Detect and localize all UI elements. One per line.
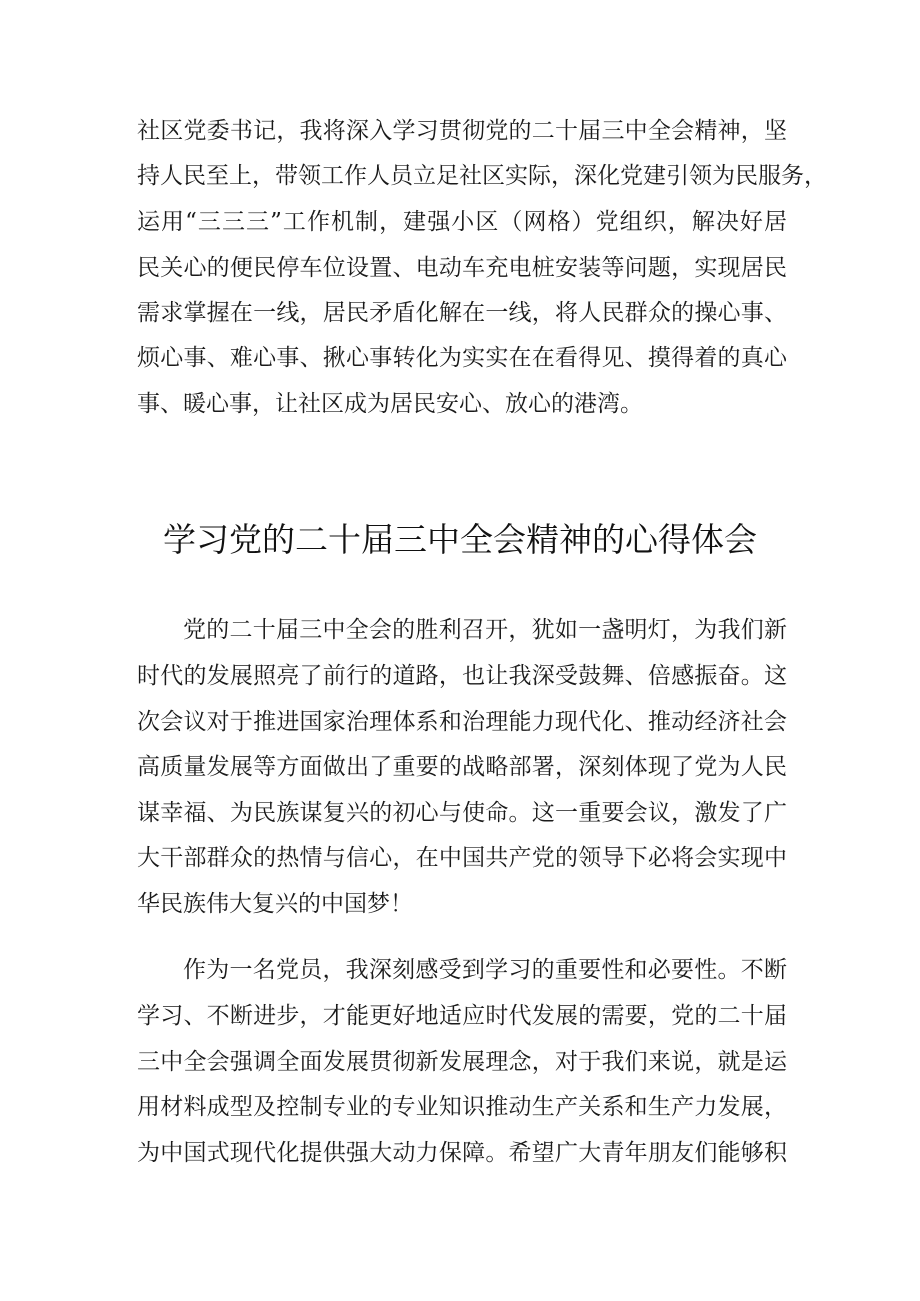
intro-line-2: 持人民至上，带领工作人员立足社区实际，深化党建引领为民服务，: [137, 163, 827, 189]
p2-line-1: 作为一名党员，我深刻感受到学习的重要性和必要性。不断: [183, 957, 787, 983]
intro-line-6: 烦心事、难心事、揪心事转化为实实在在看得见、摸得着的真心: [137, 345, 787, 371]
intro-line-3: 运用“三三三”工作机制，建强小区（网格）党组织，解决好居: [137, 209, 787, 235]
p2-line-4: 用材料成型及控制专业的专业知识推动生产关系和生产力发展，: [137, 1094, 787, 1120]
p1-line-5: 谋幸福、为民族谋复兴的初心与使命。这一重要会议，激发了广: [137, 800, 787, 826]
p2-line-3: 三中全会强调全面发展贯彻新发展理念，对于我们来说，就是运: [137, 1049, 787, 1075]
p1-line-6: 大干部群众的热情与信心，在中国共产党的领导下必将会实现中: [137, 845, 787, 871]
intro-line-1: 社区党委书记，我将深入学习贯彻党的二十届三中全会精神，坚: [137, 118, 787, 144]
p1-line-3: 次会议对于推进国家治理体系和治理能力现代化、推动经济社会: [137, 709, 787, 735]
p2-line-2: 学习、不断进步，才能更好地适应时代发展的需要，党的二十届: [137, 1003, 787, 1029]
intro-line-4: 民关心的便民停车位设置、电动车充电桩安装等问题，实现居民: [137, 255, 787, 281]
intro-line-5: 需求掌握在一线，居民矛盾化解在一线，将人民群众的操心事、: [137, 300, 787, 326]
p1-line-1: 党的二十届三中全会的胜利召开，犹如一盏明灯，为我们新: [183, 617, 787, 643]
p1-line-7: 华民族伟大复兴的中国梦！: [137, 891, 413, 917]
p2-line-5: 为中国式现代化提供强大动力保障。希望广大青年朋友们能够积: [137, 1140, 787, 1166]
page-title: 学习党的二十届三中全会精神的心得体会: [163, 520, 757, 559]
intro-line-7: 事、暖心事，让社区成为居民安心、放心的港湾。: [137, 391, 643, 417]
p1-line-4: 高质量发展等方面做出了重要的战略部署，深刻体现了党为人民: [137, 754, 787, 780]
p1-line-2: 时代的发展照亮了前行的道路，也让我深受鼓舞、倍感振奋。这: [137, 663, 787, 689]
